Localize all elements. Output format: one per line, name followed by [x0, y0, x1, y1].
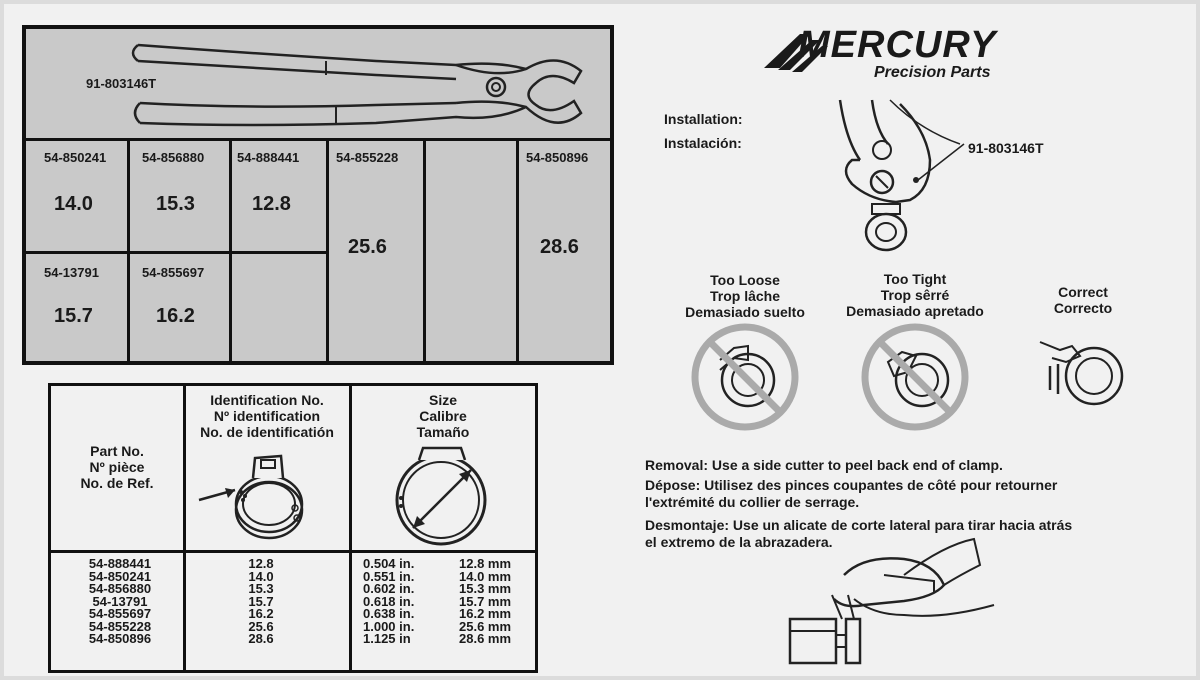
too-tight-prohibited-icon — [860, 322, 970, 432]
table-cell: 1.000 in. — [363, 618, 415, 634]
table-cell: 54-888441 — [88, 556, 152, 571]
grid-part-3: 54-888441 — [237, 150, 300, 165]
table-cell: 0.602 in. — [363, 581, 415, 596]
table-cell: 54-855697 — [88, 606, 152, 621]
installation-label-es: Instalación: — [664, 135, 742, 151]
clamp-identification-icon — [191, 448, 331, 548]
header-part: Part No. Nº pièce No. de Ref. — [80, 443, 154, 491]
table-cell: 12.8 — [248, 556, 274, 571]
table-cell: 15.7 — [248, 593, 274, 609]
grid-size-5: 28.6 — [540, 236, 579, 258]
too-loose-prohibited-icon — [690, 322, 800, 432]
table-cell: 0.551 in. — [363, 568, 415, 584]
fit-label-tight: Too Tight Trop sêrré Demasiado apretado — [846, 271, 984, 319]
grid-size-3: 12.8 — [252, 193, 291, 215]
fit-label-correct: Correct Correcto — [1053, 284, 1113, 316]
tool-part-number: 91-803146T — [86, 76, 157, 91]
brand-tagline: Precision Parts — [874, 64, 991, 81]
inch-column — [363, 558, 414, 646]
grid-size-4: 25.6 — [348, 236, 387, 258]
header-ident: Identification No. Nº identification No. de identificatión — [200, 392, 334, 440]
grid-size-2: 15.3 — [156, 193, 195, 215]
brand-name: MERCURY — [798, 24, 997, 66]
ident-column — [231, 558, 291, 646]
table-cell: 14.0 mm — [459, 568, 512, 584]
crimp-pliers-icon — [126, 31, 586, 136]
grid-size-7: 16.2 — [156, 305, 195, 327]
clamp-size-grid — [22, 25, 614, 365]
installation-tool-number: 91-803146T — [968, 140, 1044, 156]
table-cell: 54-856880 — [88, 581, 152, 596]
clamp-size-diameter-icon — [389, 440, 499, 550]
fit-label-loose: Too Loose Trop lâche Demasiado suelto — [685, 272, 805, 320]
table-cell: 28.6 mm — [459, 631, 512, 646]
installation-label-en: Installation: — [664, 111, 743, 127]
removal-en: Removal: Use a side cutter to peel back end of clamp. — [645, 457, 1003, 473]
table-cell: 0.504 in. — [363, 556, 415, 571]
grid-part-7: 54-855697 — [142, 265, 205, 280]
correct-clamp-icon — [1036, 336, 1126, 416]
grid-size-1: 14.0 — [54, 193, 93, 215]
grid-part-5: 54-850896 — [526, 150, 589, 165]
table-cell: 0.618 in. — [363, 593, 415, 609]
side-cutter-removal-icon — [784, 535, 1004, 670]
removal-fr: Dépose: Utilisez des pinces coupantes de côté pour retourner l'extrémité du collier de serrage. — [645, 477, 1058, 510]
table-cell: 15.3 — [248, 581, 274, 596]
grid-part-6: 54-13791 — [44, 265, 99, 280]
table-cell: 16.2 — [248, 606, 274, 621]
header-size: Size Calibre Tamaño — [416, 392, 470, 440]
table-cell: 25.6 mm — [459, 618, 512, 634]
table-cell: 1.125 in — [363, 631, 411, 646]
table-cell: 28.6 — [248, 631, 274, 646]
table-cell: 15.7 mm — [459, 593, 512, 609]
table-cell: 0.638 in. — [363, 606, 415, 621]
mm-column — [459, 558, 511, 646]
table-cell: 54-13791 — [92, 593, 148, 609]
grid-part-2: 54-856880 — [142, 150, 205, 165]
table-cell: 14.0 — [248, 568, 274, 584]
clamp-spec-table — [48, 383, 538, 673]
grid-part-4: 54-855228 — [336, 150, 399, 165]
part-number-column — [75, 558, 165, 646]
table-cell: 54-850241 — [88, 568, 152, 584]
table-cell: 54-855228 — [88, 618, 152, 634]
grid-part-1: 54-850241 — [44, 150, 107, 165]
removal-es: Desmontaje: Use un alicate de corte lateral para tirar hacia atrás el extremo de la abrazadera. — [645, 517, 1073, 550]
table-cell: 25.6 — [248, 618, 274, 634]
table-cell: 54-850896 — [88, 631, 152, 646]
table-cell: 15.3 mm — [459, 581, 512, 596]
table-cell: 16.2 mm — [459, 606, 512, 621]
pliers-installation-icon — [830, 100, 970, 260]
table-cell: 12.8 mm — [459, 556, 512, 571]
grid-size-6: 15.7 — [54, 305, 93, 327]
